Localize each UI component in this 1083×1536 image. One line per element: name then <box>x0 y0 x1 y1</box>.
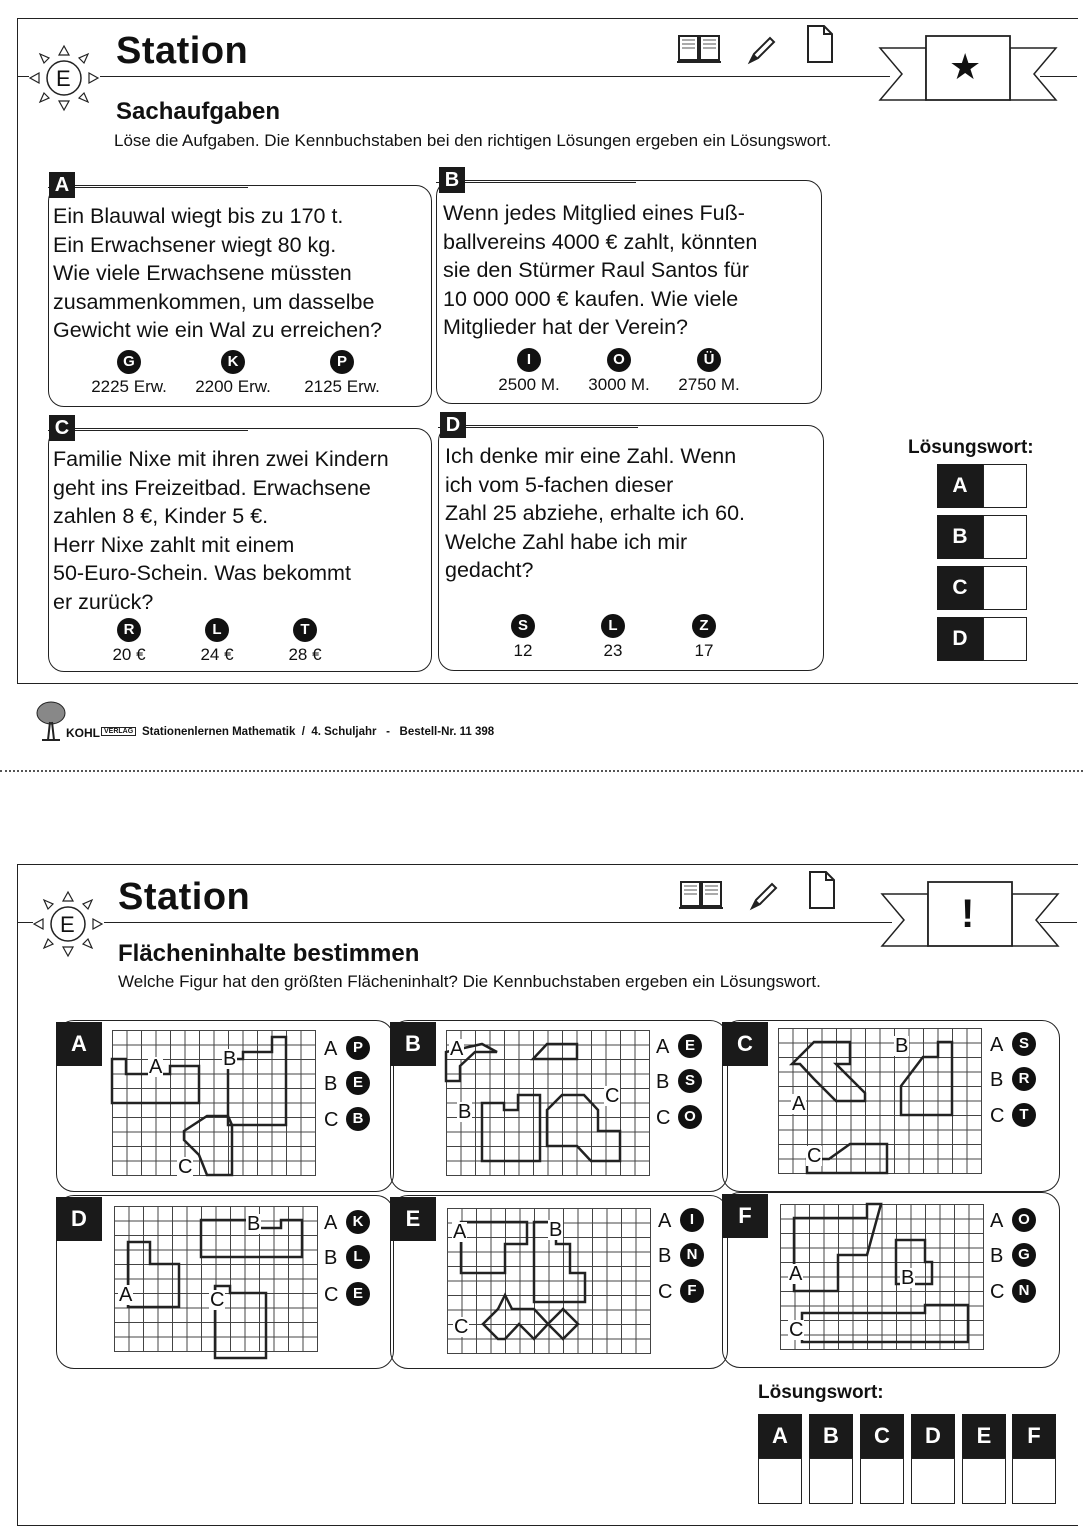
figure-choice[interactable]: C N <box>990 1279 1050 1305</box>
cut-line <box>0 770 1083 772</box>
panel-tag-f: F <box>722 1194 768 1238</box>
answer-option[interactable] <box>240 618 370 665</box>
code-letter: O <box>1012 1208 1036 1232</box>
task-text-b: Wenn jedes Mitglied eines Fuß- ballvereins 4000 € zahlt, könnten sie den Stürmer Raul Santos für 10 000 000 € kaufen. Wie viele Mitglieder hat der Verein? <box>443 201 758 339</box>
panel-tag-e: E <box>390 1197 436 1241</box>
book-icon <box>678 878 724 910</box>
code-letter: P <box>330 350 354 374</box>
figure-outlines-f <box>780 1204 983 1349</box>
publisher-tag: VERLAG <box>101 727 136 736</box>
answer-value: 2750 M. <box>678 375 740 394</box>
figure-choice[interactable]: B R <box>990 1067 1050 1093</box>
panel-tag-d: D <box>56 1197 102 1241</box>
code-letter: Z <box>692 614 716 638</box>
figure-label: A <box>149 1056 163 1078</box>
panel-tag-b: B <box>390 1022 436 1066</box>
answer-value: 24 € <box>200 645 234 664</box>
solution-input[interactable] <box>962 1458 1006 1504</box>
solution-input[interactable] <box>983 617 1027 661</box>
figure-choice[interactable]: C B <box>324 1107 384 1133</box>
code-letter: I <box>517 348 541 372</box>
figure-choice[interactable]: A E <box>656 1034 716 1060</box>
solution-input[interactable] <box>983 515 1027 559</box>
exclamation-mark: ! <box>961 892 975 936</box>
answer-option[interactable] <box>644 348 774 395</box>
figure-outlines-d <box>114 1206 317 1351</box>
figure-label: A <box>792 1093 806 1115</box>
solution-input[interactable] <box>809 1458 853 1504</box>
station-letter: E <box>56 66 71 91</box>
figure-choice[interactable]: B S <box>656 1069 716 1095</box>
pencil-icon <box>746 34 778 66</box>
answer-value: 28 € <box>288 645 322 664</box>
figure-choice[interactable]: B G <box>990 1243 1050 1269</box>
star-icon: ★ <box>949 46 982 87</box>
code-letter: L <box>601 614 625 638</box>
task-text-d: Ich denke mir eine Zahl. Wenn ich vom 5-fachen dieser Zahl 25 abziehe, erhalte ich 60. Welche Zahl habe ich mir gedacht? <box>445 444 746 582</box>
answer-value: 3000 M. <box>588 375 650 394</box>
solution-label: A <box>937 464 983 508</box>
solution-input[interactable] <box>911 1458 955 1504</box>
footer-text: Stationenlernen Mathematik / 4. Schuljahr - Bestell-Nr. 11 398 <box>142 726 495 738</box>
code-letter: R <box>1012 1067 1036 1091</box>
figure-label: B <box>549 1219 563 1241</box>
code-letter: K <box>221 350 245 374</box>
tree-logo-icon <box>34 700 68 742</box>
answer-option[interactable] <box>639 614 769 661</box>
figure-label: A <box>789 1263 803 1285</box>
figure-choice[interactable]: C O <box>656 1105 716 1131</box>
page-title: Station <box>118 876 251 918</box>
book-icon <box>676 32 722 64</box>
code-letter: G <box>117 350 141 374</box>
figure-label: B <box>247 1213 261 1235</box>
figure-label: B <box>895 1035 909 1057</box>
solution-label: E <box>962 1414 1006 1458</box>
solution-label: C <box>860 1414 904 1458</box>
figure-label: A <box>450 1038 464 1060</box>
task-tag-a: A <box>49 172 75 198</box>
code-letter: R <box>117 618 141 642</box>
code-letter: T <box>293 618 317 642</box>
figure-label: C <box>789 1319 804 1341</box>
figure-choice[interactable]: C T <box>990 1103 1050 1129</box>
answer-option[interactable] <box>277 350 407 397</box>
code-letter: O <box>607 348 631 372</box>
answer-value: 2225 Erw. <box>91 377 167 396</box>
solution-input[interactable] <box>860 1458 904 1504</box>
solution-input[interactable] <box>983 464 1027 508</box>
figure-label: B <box>458 1101 472 1123</box>
code-letter: T <box>1012 1103 1036 1127</box>
page-icon <box>806 24 834 64</box>
task-text-c: Familie Nixe mit ihren zwei Kindern geht ins Freizeitbad. Erwachsene zahlen 8 €, Kinder 5 €. Herr Nixe zahlt mit einem 50-Euro-Schein. Was bekommt er zurück? <box>53 447 389 614</box>
header-rule <box>17 76 29 77</box>
page-title: Station <box>116 30 249 72</box>
code-letter: E <box>346 1282 370 1306</box>
code-letter: S <box>1012 1032 1036 1056</box>
figure-choice[interactable]: A S <box>990 1032 1050 1058</box>
figure-choice[interactable]: A I <box>658 1208 718 1234</box>
code-letter: S <box>678 1069 702 1093</box>
solution-label: B <box>937 515 983 559</box>
solution-word-title: Lösungswort: <box>908 437 1034 458</box>
figure-choice[interactable]: A K <box>324 1210 384 1236</box>
figure-choice[interactable]: B L <box>324 1245 384 1271</box>
solution-label: A <box>758 1414 802 1458</box>
section-heading: Flächeninhalte bestimmen <box>118 940 420 967</box>
section-heading: Sachaufgaben <box>116 98 281 125</box>
figure-choice[interactable]: A P <box>324 1036 384 1062</box>
figure-label: B <box>901 1267 915 1289</box>
figure-outlines-a <box>112 1030 315 1178</box>
figure-label: A <box>119 1284 133 1306</box>
solution-label: D <box>911 1414 955 1458</box>
answer-value: 23 <box>603 641 623 660</box>
publisher-name: KOHL <box>66 726 100 740</box>
figure-label: C <box>210 1289 225 1311</box>
header-rule <box>17 922 33 923</box>
code-letter: L <box>205 618 229 642</box>
station-letter: E <box>60 912 75 937</box>
figure-label: B <box>223 1048 237 1070</box>
solution-input[interactable] <box>983 566 1027 610</box>
code-letter: N <box>1012 1279 1036 1303</box>
code-letter: E <box>678 1034 702 1058</box>
code-letter: Ü <box>697 348 721 372</box>
solution-label: B <box>809 1414 853 1458</box>
header-rule <box>104 922 892 923</box>
header-rule <box>100 76 890 77</box>
answer-value: 2500 M. <box>498 375 560 394</box>
figure-label: C <box>807 1145 822 1167</box>
code-letter: E <box>346 1071 370 1095</box>
code-letter: K <box>346 1210 370 1234</box>
figure-choice[interactable]: A O <box>990 1208 1050 1234</box>
figure-choice[interactable]: B N <box>658 1243 718 1269</box>
figure-label: C <box>178 1156 193 1178</box>
pencil-icon <box>748 880 780 912</box>
instruction-text: Löse die Aufgaben. Die Kennbuchstaben bei den richtigen Lösungen ergeben ein Lösungswort. <box>114 131 832 150</box>
answer-value: 20 € <box>112 645 146 664</box>
code-letter: N <box>680 1243 704 1267</box>
instruction-text: Welche Figur hat den größten Flächeninhalt? Die Kennbuchstaben ergeben ein Lösungswort. <box>118 972 821 991</box>
task-tag-d: D <box>440 412 466 438</box>
code-letter: F <box>680 1279 704 1303</box>
solution-label: F <box>1012 1414 1056 1458</box>
answer-value: 17 <box>694 641 714 660</box>
solution-label: D <box>937 617 983 661</box>
figure-label: A <box>453 1221 467 1243</box>
code-letter: G <box>1012 1243 1036 1267</box>
solution-input[interactable] <box>1012 1458 1056 1504</box>
code-letter: O <box>678 1105 702 1129</box>
task-tag-b: B <box>439 167 465 193</box>
answer-value: 12 <box>513 641 533 660</box>
figure-label: C <box>605 1085 620 1107</box>
task-text-a: Ein Blauwal wiegt bis zu 170 t. Ein Erwachsener wiegt 80 kg. Wie viele Erwachsene müssten zusammenkommen, um dasselbe Gewicht wie ein Wal zu erreichen? <box>53 204 383 342</box>
panel-tag-c: C <box>722 1022 768 1066</box>
task-tag-c: C <box>49 415 75 441</box>
solution-word-title: Lösungswort: <box>758 1382 884 1403</box>
figure-choice[interactable]: C E <box>324 1282 384 1308</box>
code-letter: S <box>511 614 535 638</box>
code-letter: P <box>346 1036 370 1060</box>
figure-choice[interactable]: B E <box>324 1071 384 1097</box>
panel-tag-a: A <box>56 1022 102 1066</box>
figure-label: C <box>454 1316 469 1338</box>
solution-label: C <box>937 566 983 610</box>
code-letter: I <box>680 1208 704 1232</box>
answer-value: 2125 Erw. <box>304 377 380 396</box>
code-letter: B <box>346 1107 370 1131</box>
answer-value: 2200 Erw. <box>195 377 271 396</box>
solution-input[interactable] <box>758 1458 802 1504</box>
code-letter: L <box>346 1245 370 1269</box>
page-icon <box>808 870 836 910</box>
figure-choice[interactable]: C F <box>658 1279 718 1305</box>
